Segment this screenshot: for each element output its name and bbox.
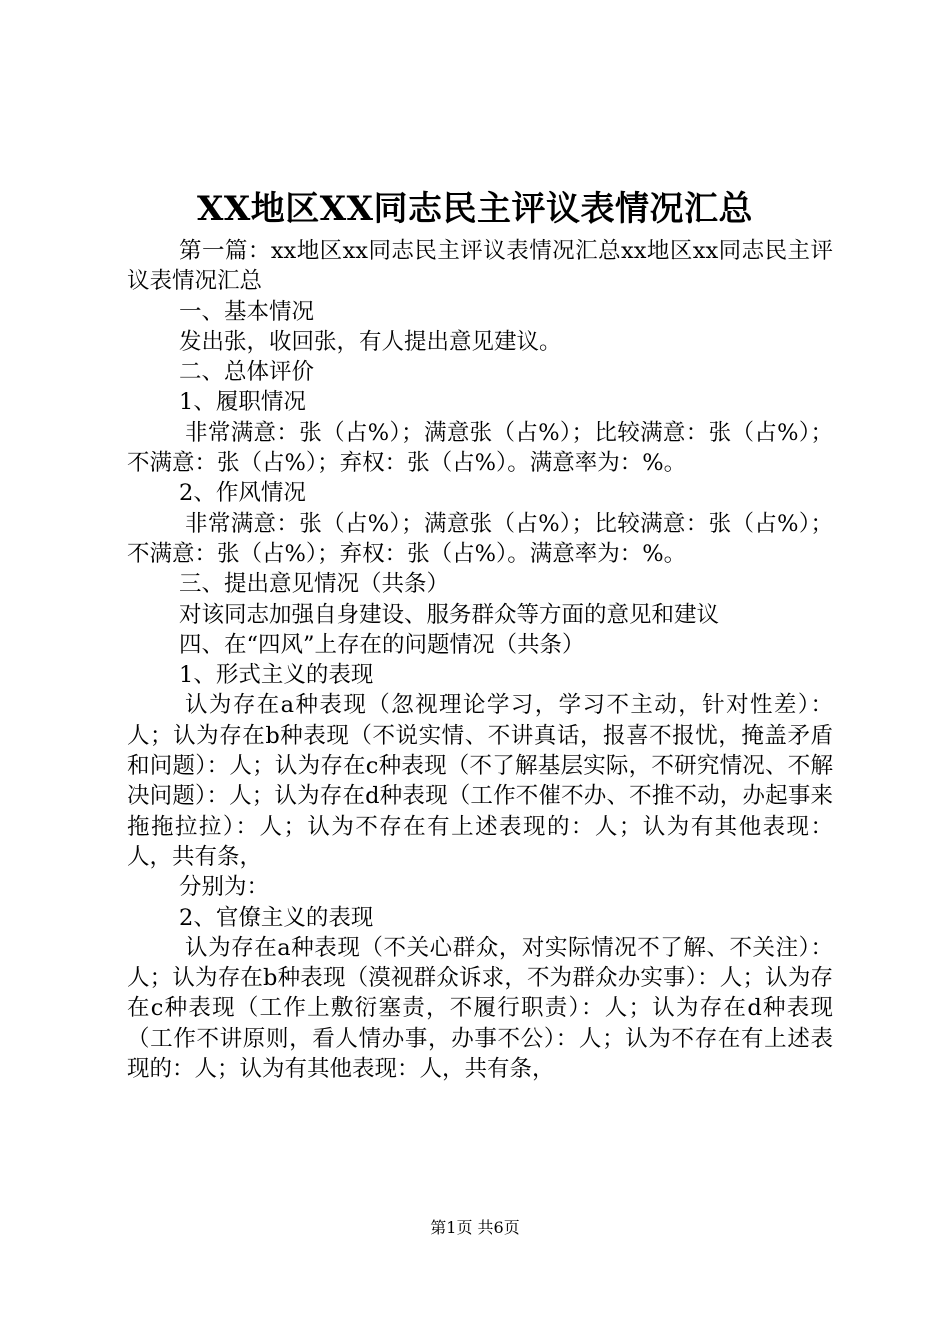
page-number: 第1页 共6页 bbox=[430, 1218, 520, 1237]
document-body bbox=[127, 236, 833, 1084]
heading-duty: 1、履职情况 bbox=[179, 389, 306, 416]
heading-bureaucracy: 2、官僚主义的表现 bbox=[179, 904, 374, 931]
paragraph-formalism: 认为存在a种表现（忽视理论学习，学习不主动，针对性差）：人；认为存在b种表现（不说实情、不讲真话，报喜不报忧，掩盖矛盾和问题）：人；认为存在c种表现（不了解基层实际，不研究情况、不解决问题）：人；认为存在d种表现（工作不催不办、不推不动，办起事来拖拖拉拉）：人；认为不存在有上述表现的：人；认为有其他表现：人，共有条， bbox=[127, 692, 833, 870]
heading-formalism: 1、形式主义的表现 bbox=[179, 662, 374, 689]
paragraph-opinions: 对该同志加强自身建设、服务群众等方面的意见和建议 bbox=[179, 601, 720, 628]
paragraph-basic-info: 发出张，收回张，有人提出意见建议。 bbox=[179, 328, 562, 355]
document-title: XX地区XX同志民主评议表情况汇总 bbox=[196, 189, 754, 229]
paragraph-intro: 第一篇：xx地区xx同志民主评议表情况汇总xx地区xx同志民主评议表情况汇总 bbox=[127, 238, 833, 295]
paragraph-bureaucracy: 认为存在a种表现（不关心群众，对实际情况不了解、不关注）：人；认为存在b种表现（漠视群众诉求，不为群众办实事）：人；认为存在c种表现（工作上敷衍塞责，不履行职责）：人；认为存在d种表现（工作不讲原则，看人情办事，办事不公）：人；认为不存在有上述表现的：人；认为有其他表现：人，共有条， bbox=[127, 934, 833, 1083]
heading-four-winds: 四、在“四风”上存在的问题情况（共条） bbox=[179, 631, 585, 658]
heading-basic-info: 一、基本情况 bbox=[179, 298, 315, 325]
heading-overall-eval: 二、总体评价 bbox=[179, 359, 315, 386]
paragraph-respectively: 分别为： bbox=[179, 874, 270, 901]
paragraph-style: 非常满意：张（占%）；满意张（占%）；比较满意：张（占%）；不满意：张（占%）；弃权：张（占%）。满意率为：%。 bbox=[127, 510, 833, 567]
heading-style: 2、作风情况 bbox=[179, 480, 306, 507]
heading-opinions: 三、提出意见情况（共条） bbox=[179, 571, 450, 598]
paragraph-duty: 非常满意：张（占%）；满意张（占%）；比较满意：张（占%）；不满意：张（占%）；弃权：张（占%）。满意率为：%。 bbox=[127, 419, 833, 477]
